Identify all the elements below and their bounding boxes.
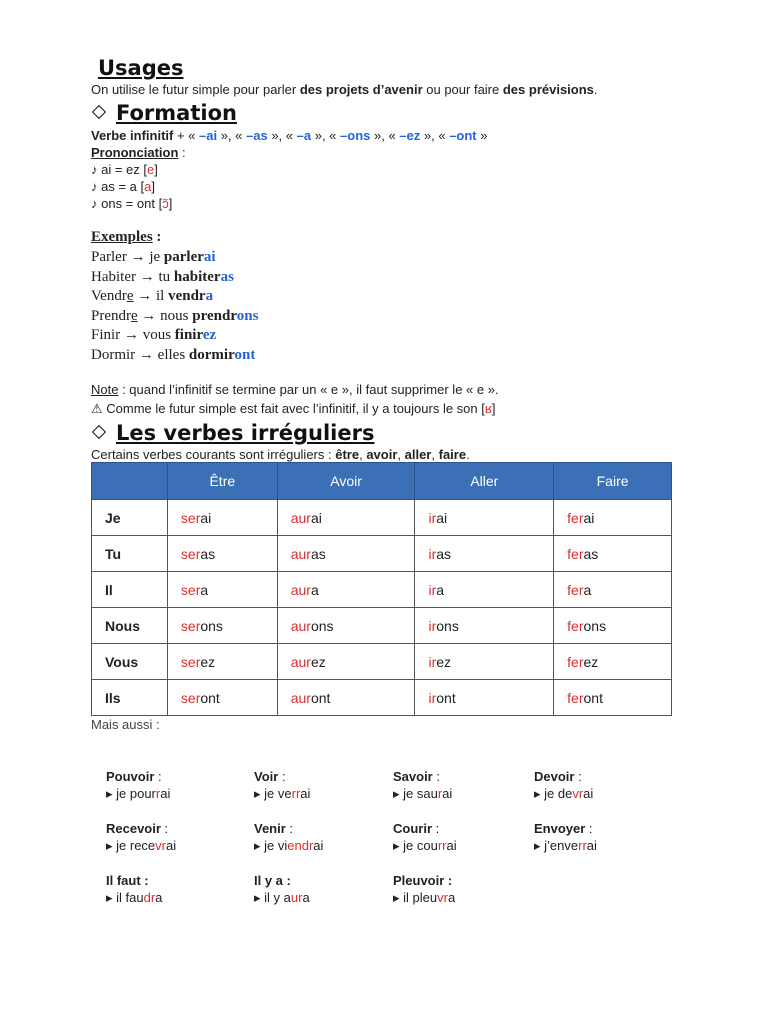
verbe-infinitif-label: Verbe infinitif [91, 128, 174, 143]
sep: », « [311, 128, 341, 143]
other-verb-form [254, 889, 310, 906]
stem: ir [428, 617, 437, 634]
form-part-pre: ▸ je de [534, 786, 573, 801]
form-part-pre: ▸ il fau [106, 890, 144, 905]
usages-dot: . [593, 82, 598, 97]
ending: ai [583, 509, 595, 526]
other-verb-name: Il faut [106, 873, 141, 888]
ending: ai [310, 509, 322, 526]
other-verb-name: Courir [393, 821, 432, 836]
other-verb-form [393, 889, 455, 906]
other-verb-item [534, 768, 593, 802]
irreguliers-heading [94, 421, 374, 445]
exemple-row [91, 307, 258, 327]
form-part-post: ai [442, 786, 453, 801]
other-verb-colon: : [574, 769, 582, 784]
stem: aur [290, 689, 311, 706]
stem: ir [428, 581, 437, 598]
other-verb-item [393, 820, 457, 854]
table-header: Être [167, 463, 277, 500]
intro-text: Certains verbes courants sont irréguliers : [91, 447, 336, 462]
form-part-red: rr [437, 838, 447, 853]
conjugation-cell [167, 500, 277, 536]
other-verb-name: Voir [254, 769, 279, 784]
plus-text: + « [173, 128, 200, 143]
other-verb-form [254, 785, 310, 802]
ending: a [310, 581, 319, 598]
pronoun-cell: Ils [92, 680, 168, 716]
other-verb-item [106, 820, 176, 854]
stem: fer [567, 545, 584, 562]
other-verb-form [393, 837, 457, 854]
exemples-heading [91, 228, 161, 248]
sep-end: » [476, 128, 488, 143]
exemple-infinitive: Habiter [91, 268, 136, 285]
pron-as [91, 178, 155, 195]
stem: ser [180, 509, 201, 526]
exemple-infinitive: Parler [91, 249, 127, 265]
pron-ipa: e [147, 162, 155, 177]
other-verb-colon: : [285, 821, 294, 836]
other-verb-name: Pouvoir [106, 769, 155, 784]
warning-line [91, 400, 496, 417]
ending: –ez [399, 128, 421, 143]
usages-title: Usages [98, 56, 184, 80]
exemple-stem: dormir [188, 346, 235, 363]
pron-text: ♪ ai = ez [ [91, 162, 147, 177]
stem: fer [567, 617, 584, 634]
ending: ont [436, 689, 456, 706]
other-verb-item [393, 872, 455, 906]
conjugation-cell [415, 608, 554, 644]
table-header-row [92, 463, 672, 500]
conjugation-cell [277, 572, 415, 608]
other-verb-form [534, 837, 597, 854]
usages-text: On utilise le futur simple pour parler [91, 82, 300, 97]
formation-heading [94, 101, 237, 125]
exemple-arrow: → elles [135, 346, 189, 363]
irr-verb: faire [438, 447, 467, 462]
table-header [92, 463, 168, 500]
exemple-ending: a [205, 288, 214, 305]
ending: ont [310, 689, 331, 706]
conjugation-cell [415, 680, 554, 716]
stem: aur [290, 617, 311, 634]
stem: ir [428, 545, 437, 562]
other-verb-colon: : [154, 769, 162, 784]
conjugation-cell [167, 536, 277, 572]
exemple-stem: prendr [192, 307, 237, 324]
form-part-post: ai [313, 838, 324, 853]
table-row [92, 536, 672, 572]
warning-text: Comme le futur simple est fait avec l’infinitif, il y a toujours le son [ [102, 401, 485, 416]
diamond-icon [92, 105, 106, 119]
exemples-colon: : [152, 229, 162, 245]
pron-close: ] [151, 179, 155, 194]
stem: ser [180, 581, 201, 598]
other-verb-item [393, 768, 452, 802]
pronoun-cell: Tu [92, 536, 168, 572]
pronoun-cell: Vous [92, 644, 168, 680]
conjugation-cell [554, 500, 672, 536]
ending: a [436, 581, 445, 598]
conjugation-cell [167, 608, 277, 644]
comma: , [431, 447, 439, 462]
pron-close: ] [154, 162, 158, 177]
form-part-pre: ▸ je ve [254, 786, 292, 801]
table-body [92, 500, 672, 716]
other-verb-name-line [106, 872, 162, 889]
other-verb-name: Envoyer [534, 821, 586, 836]
other-verb-name: Venir [254, 821, 286, 836]
ending: as [436, 545, 452, 562]
other-verb-item [106, 768, 170, 802]
other-verb-name-line [106, 820, 176, 837]
exemple-infinitive: Dormir [91, 346, 136, 363]
ending: ez [436, 653, 452, 670]
pron-text: ♪ as = a [ [91, 179, 145, 194]
table-header: Faire [554, 463, 672, 500]
exemple-stem: habiter [173, 268, 221, 285]
form-part-red: vr [572, 786, 584, 801]
ending: –ont [449, 128, 477, 143]
other-verb-colon: : [585, 821, 593, 836]
exemple-stem: vendr [168, 288, 206, 305]
other-verb-colon: : [160, 821, 169, 836]
pron-ipa: ɔ̃ [162, 196, 169, 211]
irr-verb: aller [404, 447, 432, 462]
form-part-post: ai [586, 838, 597, 853]
sep: », « [370, 128, 400, 143]
pronoun-cell: Nous [92, 608, 168, 644]
other-verb-form [106, 785, 170, 802]
prononciation-line [91, 144, 186, 161]
pron-ai [91, 161, 158, 178]
other-verb-name: Savoir [393, 769, 433, 784]
exemple-arrow: → vous [120, 327, 175, 344]
conjugation-table [91, 462, 672, 716]
diamond-icon [92, 425, 106, 439]
ending: ont [583, 689, 603, 706]
conjugation-cell [554, 608, 672, 644]
other-verb-colon: : [278, 769, 286, 784]
form-part-post: ai [166, 838, 177, 853]
conjugation-cell [415, 500, 554, 536]
stem: aur [290, 509, 311, 526]
table-row [92, 500, 672, 536]
exemple-row [91, 287, 258, 307]
stem: ir [428, 689, 437, 706]
ending: ons [436, 617, 459, 634]
table-row [92, 644, 672, 680]
stem: ser [180, 545, 201, 562]
exemple-stem: finir [174, 327, 203, 344]
table-header: Avoir [277, 463, 415, 500]
warning-ipa: ʁ [484, 401, 492, 416]
exemple-ending: ons [236, 307, 259, 324]
exemple-ending: as [220, 268, 234, 285]
pron-ons [91, 195, 172, 212]
ending: a [583, 581, 592, 598]
form-part-red: vr [155, 838, 166, 853]
usages-line [91, 81, 598, 98]
irr-verb: avoir [366, 447, 398, 462]
other-verb-name-line [106, 768, 170, 785]
exemple-arrow: → je [126, 249, 164, 265]
form-part-red: endr [287, 838, 314, 853]
stem: ir [428, 653, 437, 670]
stem: aur [290, 653, 311, 670]
exemple-row [91, 326, 258, 346]
irr-verb: être [335, 447, 360, 462]
form-part-pre: ▸ je pour [106, 786, 156, 801]
exemple-ending: ont [234, 346, 256, 363]
form-part-red: rr [291, 786, 301, 801]
other-verb-colon: : [432, 769, 440, 784]
other-verb-name-line [534, 768, 593, 785]
pronoun-cell: Je [92, 500, 168, 536]
other-verb-form [106, 837, 176, 854]
exemple-row [91, 268, 258, 288]
conjugation-cell [277, 500, 415, 536]
other-verb-name: Devoir [534, 769, 575, 784]
form-part-red: dr [143, 890, 156, 905]
form-part-pre: ▸ il y a [254, 890, 291, 905]
pronoun-cell: Il [92, 572, 168, 608]
other-verb-name: Pleuvoir [393, 873, 445, 888]
sep: », « [420, 128, 450, 143]
other-verb-name-line [254, 872, 310, 889]
other-verb-colon: : [140, 873, 149, 888]
other-verb-name-line [393, 768, 452, 785]
form-part-red: r [437, 786, 443, 801]
conjugation-cell [277, 644, 415, 680]
form-part-post: ai [446, 838, 457, 853]
exemple-infinitive: Finir [91, 327, 121, 344]
table-row [92, 680, 672, 716]
stem: fer [567, 581, 584, 598]
conjugation-cell [554, 680, 672, 716]
form-part-red: vr [437, 890, 448, 905]
stem: ir [428, 509, 437, 526]
other-verb-name-line [254, 768, 310, 785]
table-row [92, 572, 672, 608]
other-verb-name-line [254, 820, 323, 837]
exemple-infinitive: Prendr [91, 307, 131, 324]
other-verb-form [534, 785, 593, 802]
other-verb-item [534, 820, 597, 854]
other-verb-item [106, 872, 162, 906]
other-verb-name-line [393, 820, 457, 837]
form-part-red: ur [290, 890, 303, 905]
exemple-arrow: → tu [135, 268, 174, 285]
ending: ez [583, 653, 599, 670]
conjugation-cell [167, 644, 277, 680]
usages-bold-2: des prévisions [502, 82, 594, 97]
pron-ipa: a [144, 179, 152, 194]
stem: ser [180, 689, 201, 706]
other-verb-item [254, 872, 310, 906]
exemple-row [91, 346, 258, 366]
ending: ons [200, 617, 223, 634]
exemples-title: Exemples [91, 229, 153, 245]
exemple-arrow: → il [133, 288, 169, 305]
other-verb-colon: : [444, 873, 453, 888]
note-line [91, 381, 499, 398]
exemple-ending: ai [203, 249, 216, 265]
ending: ont [200, 689, 220, 706]
irreguliers-intro [91, 446, 470, 463]
formation-rule [91, 127, 487, 144]
form-part-pre: ▸ j’enve [534, 838, 579, 853]
form-part-post: ai [583, 786, 594, 801]
conjugation-cell [415, 572, 554, 608]
note-text: : quand l’infinitif se termine par un « e », il faut supprimer le « e ». [118, 382, 499, 397]
irreguliers-title: Les verbes irréguliers [116, 421, 375, 445]
colon: : [178, 145, 186, 160]
exemples-list [91, 248, 258, 366]
usages-bold-1: des projets d’avenir [299, 82, 423, 97]
conjugation-cell [167, 572, 277, 608]
form-part-post: a [302, 890, 310, 905]
ending: as [583, 545, 599, 562]
form-part-post: a [155, 890, 163, 905]
ending: –ai [199, 128, 218, 143]
other-verb-name: Recevoir [106, 821, 161, 836]
form-part-red: r [155, 786, 161, 801]
table-row [92, 608, 672, 644]
stem: aur [290, 581, 311, 598]
ending: ai [436, 509, 448, 526]
ending: ons [310, 617, 334, 634]
exemple-infinitive-e: e [131, 307, 138, 324]
ending: –ons [340, 128, 371, 143]
form-part-pre: ▸ je rece [106, 838, 156, 853]
comma: , [397, 447, 405, 462]
exemple-arrow: → nous [137, 307, 193, 324]
other-verb-form [393, 785, 452, 802]
form-part-red: rr [578, 838, 587, 853]
form-part-post: a [447, 890, 456, 905]
sep: », « [217, 128, 247, 143]
comma: , [359, 447, 367, 462]
other-verb-item [254, 768, 310, 802]
form-part-pre: ▸ je vi [254, 838, 288, 853]
exemple-infinitive-e: e [126, 288, 134, 305]
mais-aussi: Mais aussi : [91, 717, 160, 732]
conjugation-cell [277, 608, 415, 644]
form-part-pre: ▸ il pleu [393, 890, 438, 905]
stem: aur [290, 545, 311, 562]
formation-title: Formation [116, 101, 237, 125]
exemple-ending: ez [202, 327, 217, 344]
conjugation-cell [415, 644, 554, 680]
exemple-infinitive: Vendr [91, 288, 127, 305]
conjugation-cell [277, 536, 415, 572]
other-verb-name-line [393, 872, 455, 889]
warning-close: ] [491, 401, 496, 416]
ending: ai [200, 509, 212, 526]
dot: . [466, 447, 470, 462]
form-part-pre: ▸ je cou [393, 838, 438, 853]
other-verb-form [254, 837, 323, 854]
other-verb-name: Il y a [254, 873, 283, 888]
ending: ez [200, 653, 216, 670]
other-verb-colon: : [432, 821, 440, 836]
table-header: Aller [415, 463, 554, 500]
ending: –a [296, 128, 312, 143]
conjugation-cell [554, 572, 672, 608]
other-verb-colon: : [282, 873, 291, 888]
conjugation-cell [554, 536, 672, 572]
form-part-post: ai [300, 786, 311, 801]
pron-close: ] [168, 196, 173, 211]
other-verb-item [254, 820, 323, 854]
stem: ser [180, 653, 201, 670]
exemple-row [91, 248, 258, 268]
form-part-pre: ▸ je sau [393, 786, 438, 801]
ending: ons [583, 617, 607, 634]
stem: ser [180, 617, 201, 634]
conjugation-cell [167, 680, 277, 716]
warning-icon: ⚠ [91, 401, 103, 416]
conjugation-cell [554, 644, 672, 680]
ending: –as [246, 128, 268, 143]
ending: as [310, 545, 326, 562]
ending: a [200, 581, 209, 598]
stem: fer [567, 509, 584, 526]
other-verb-form [106, 889, 162, 906]
ending: ez [310, 653, 326, 670]
conjugation-cell [277, 680, 415, 716]
conjugation-cell [415, 536, 554, 572]
other-verb-name-line [534, 820, 597, 837]
form-part-post: ai [160, 786, 171, 801]
ending: as [200, 545, 216, 562]
sep: », « [267, 128, 297, 143]
pron-text: ♪ ons = ont [ [91, 196, 163, 211]
stem: fer [567, 689, 584, 706]
usages-text-2: ou pour faire [422, 82, 503, 97]
stem: fer [567, 653, 584, 670]
prononciation-label: Prononciation [91, 145, 179, 160]
note-label: Note [91, 382, 119, 397]
exemple-stem: parler [163, 249, 204, 265]
